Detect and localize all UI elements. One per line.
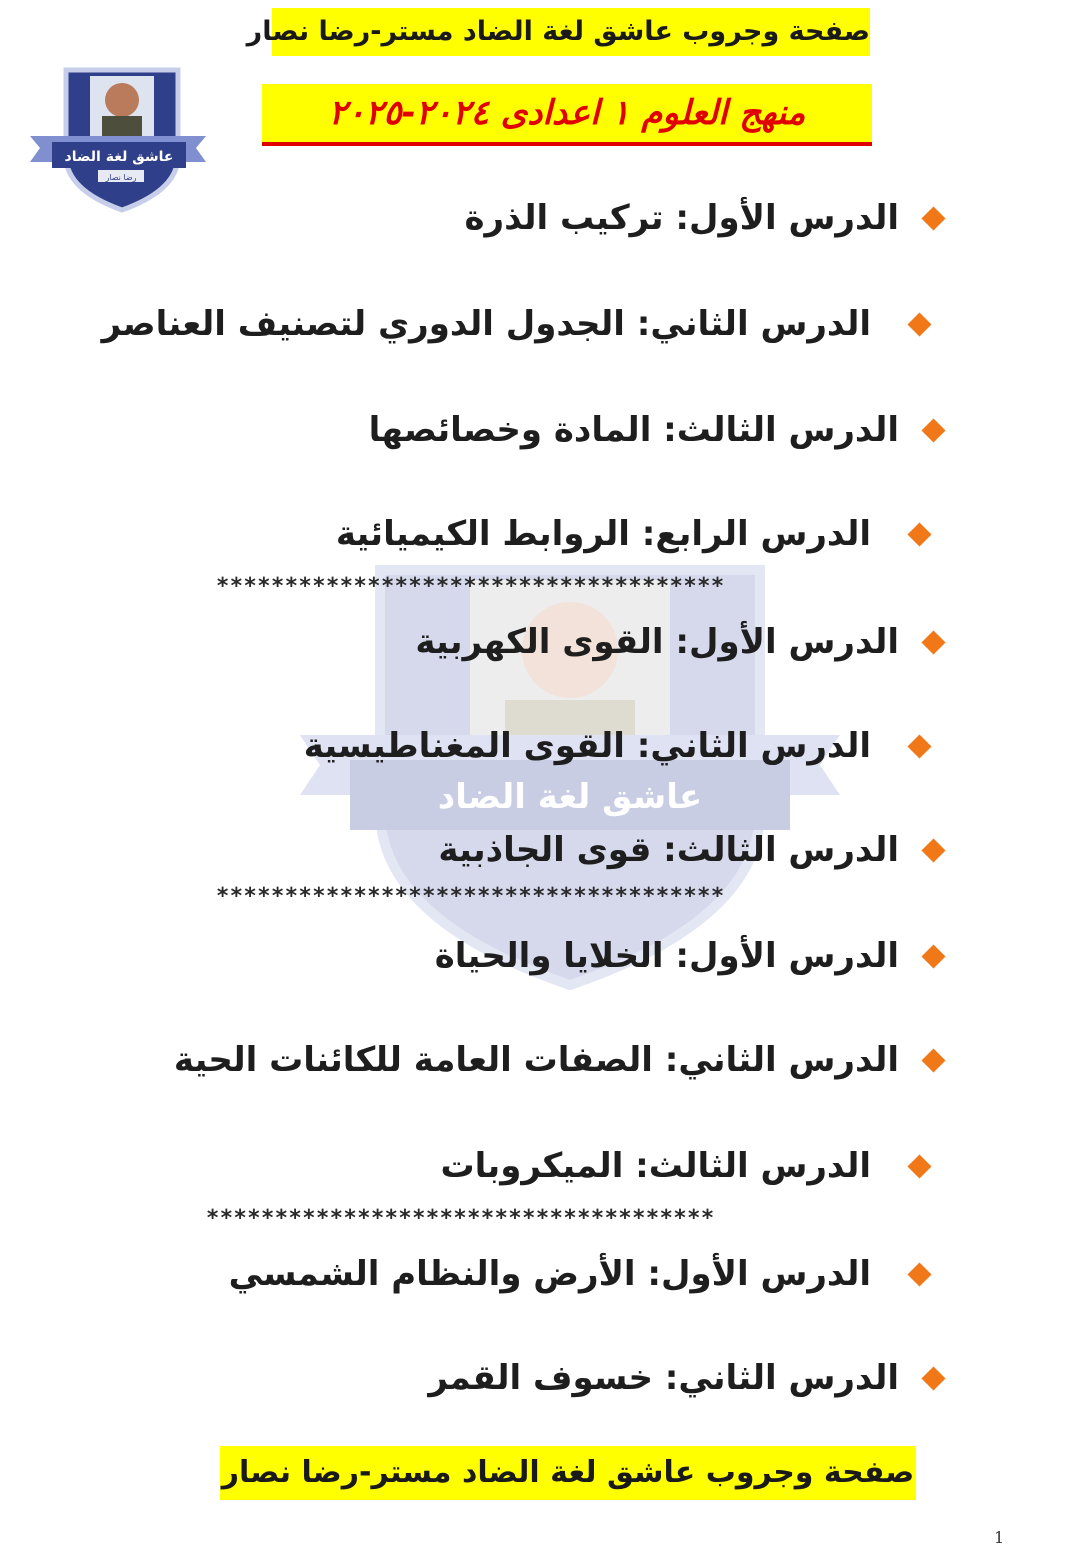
- diamond-bullet-icon: [921, 418, 945, 442]
- lesson-text: الدرس الثاني: الجدول الدوري لتصنيف العناصر: [101, 304, 871, 344]
- lesson-text: الدرس الثاني: خسوف القمر: [428, 1358, 899, 1398]
- logo-name: عاشق لغة الضاد: [64, 149, 174, 165]
- list-item: [88, 1136, 928, 1196]
- list-item: [88, 504, 928, 564]
- list-item: [102, 926, 942, 986]
- lesson-text: الدرس الثاني: القوى المغناطيسية: [303, 726, 871, 766]
- logo-subname: رضا نصار: [105, 173, 137, 182]
- separator-line: *************************************: [216, 884, 725, 909]
- footer-banner: صفحة وجروب عاشق لغة الضاد مستر-رضا نصار: [220, 1446, 916, 1500]
- diamond-bullet-icon: [921, 1366, 945, 1390]
- list-item: [102, 820, 942, 880]
- lesson-text: الدرس الثاني: الصفات العامة للكائنات الحية: [173, 1040, 899, 1080]
- diamond-bullet-icon: [907, 1262, 931, 1286]
- avatar: [105, 83, 139, 117]
- diamond-bullet-icon: [907, 312, 931, 336]
- list-item: [88, 294, 928, 354]
- lesson-text: الدرس الثالث: المادة وخصائصها: [368, 410, 899, 450]
- list-item: [102, 1348, 942, 1408]
- watermark-name: عاشق لغة الضاد: [437, 777, 703, 817]
- list-item: [102, 612, 942, 672]
- lesson-text: الدرس الثالث: قوى الجاذبية: [438, 830, 899, 870]
- diamond-bullet-icon: [921, 1048, 945, 1072]
- page-number: 1: [994, 1528, 1005, 1547]
- list-item: [88, 1244, 928, 1304]
- diamond-bullet-icon: [907, 522, 931, 546]
- diamond-bullet-icon: [921, 630, 945, 654]
- diamond-bullet-icon: [907, 734, 931, 758]
- list-item: [102, 188, 942, 248]
- page-title: منهج العلوم ١ اعدادى ٢٠٢٤-٢٠٢٥: [262, 84, 872, 146]
- diamond-bullet-icon: [907, 1154, 931, 1178]
- list-item: [102, 1030, 942, 1090]
- diamond-bullet-icon: [921, 944, 945, 968]
- list-item: [102, 400, 942, 460]
- list-item: [88, 716, 928, 776]
- lesson-text: الدرس الأول: تركيب الذرة: [464, 198, 899, 238]
- diamond-bullet-icon: [921, 838, 945, 862]
- separator-line: *************************************: [206, 1206, 715, 1231]
- lesson-text: الدرس الأول: الخلايا والحياة: [434, 936, 899, 976]
- diamond-bullet-icon: [921, 206, 945, 230]
- separator-line: *************************************: [216, 574, 725, 599]
- lesson-text: الدرس الأول: الأرض والنظام الشمسي: [228, 1254, 871, 1294]
- header-banner: صفحة وجروب عاشق لغة الضاد مستر-رضا نصار: [272, 8, 870, 56]
- lesson-text: الدرس الأول: القوى الكهربية: [415, 622, 899, 662]
- lesson-text: الدرس الرابع: الروابط الكيميائية: [335, 514, 871, 554]
- lesson-text: الدرس الثالث: الميكروبات: [440, 1146, 871, 1186]
